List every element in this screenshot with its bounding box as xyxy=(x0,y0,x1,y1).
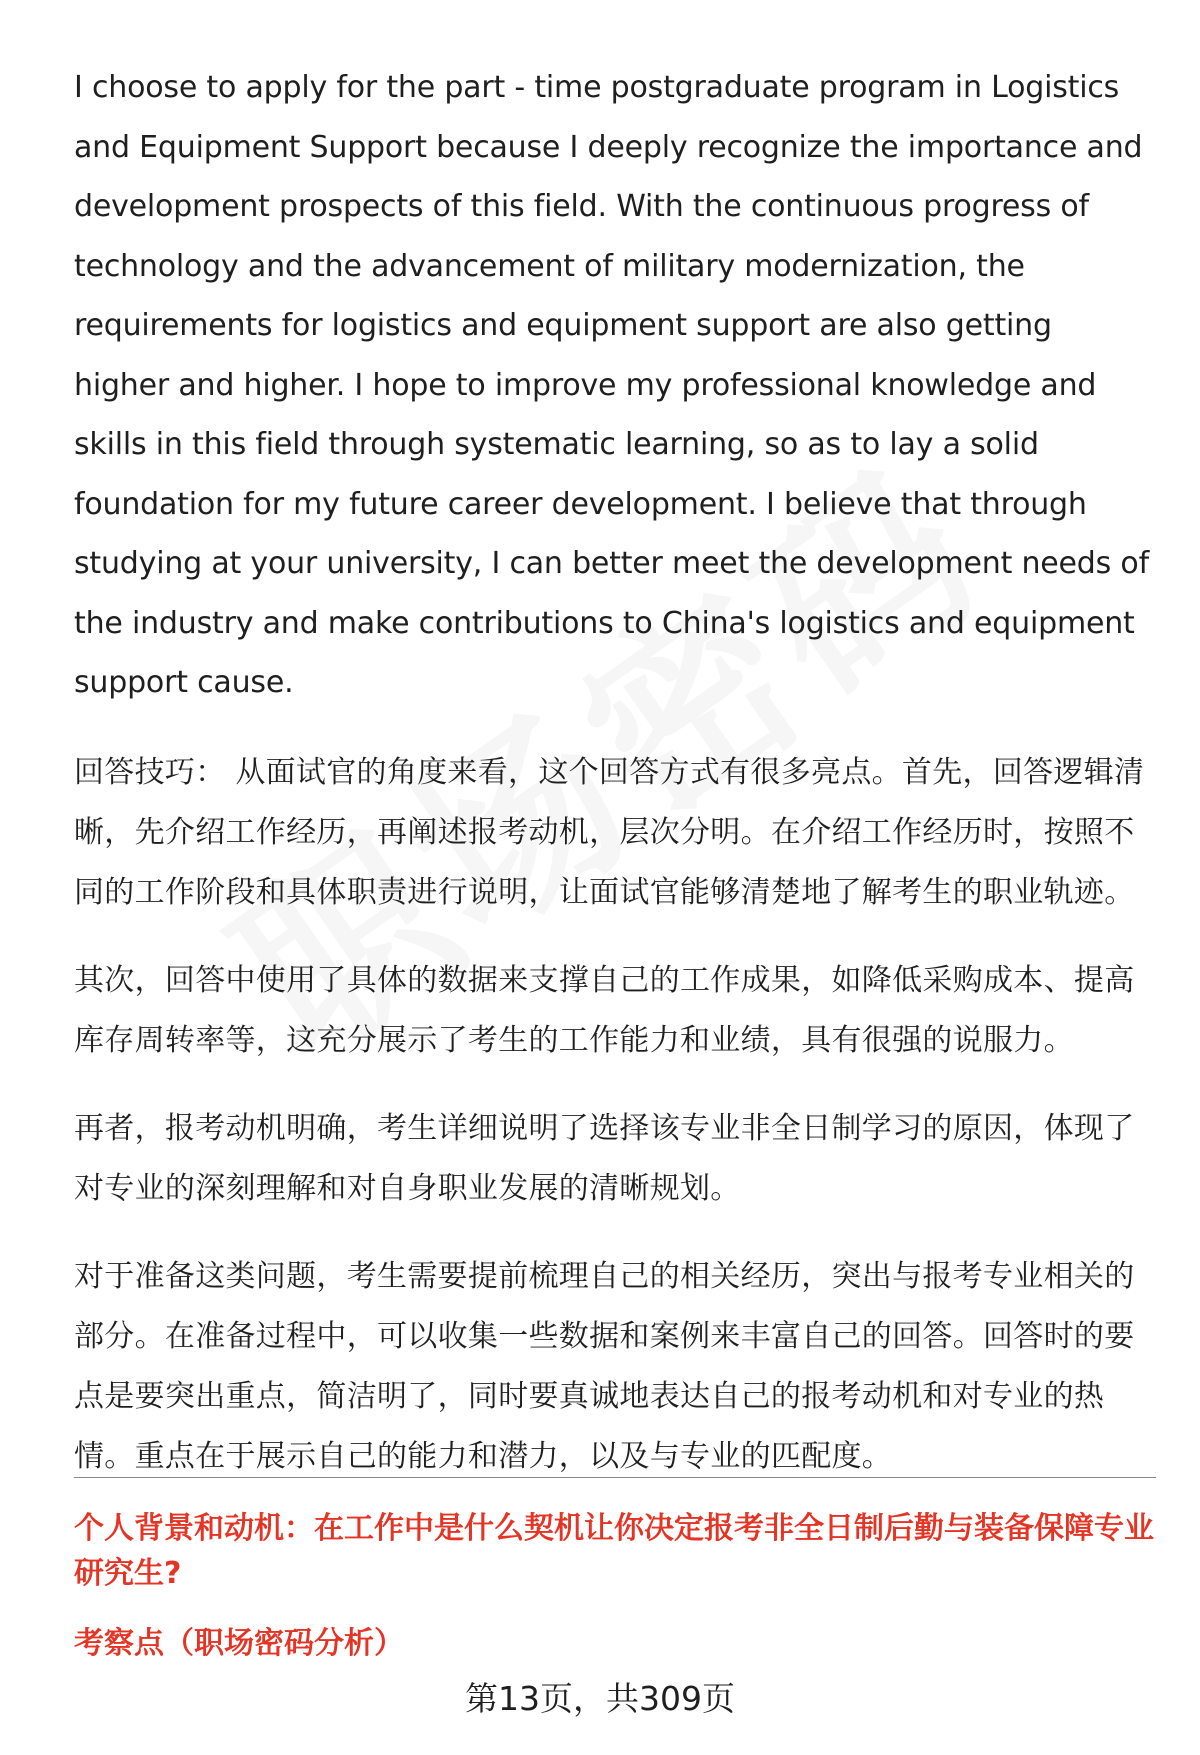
furthermore-paragraph: 再者，报考动机明确，考生详细说明了选择该专业非全日制学习的原因，体现了对专业的深刻理解和对自身职业发展的清晰规划。 xyxy=(74,1110,1135,1206)
assessment-points-heading: 考察点（职场密码分析） xyxy=(74,1626,404,1661)
preparation-paragraph: 对于准备这类问题，考生需要提前梳理自己的相关经历，突出与报考专业相关的部分。在准备过程中，可以收集一些数据和案例来丰富自己的回答。回答时的要点是要突出重点，简洁明了，同时要真诚地表达自己的报考动机和对专业的热情。重点在于展示自己的能力和潜力，以及与专业的匹配度。 xyxy=(74,1258,1135,1474)
section-divider xyxy=(74,1477,1156,1478)
page-number: 第13页，共309页 xyxy=(465,1679,735,1718)
page-content xyxy=(74,58,1154,1487)
question-heading: 个人背景和动机：在工作中是什么契机让你决定报考非全日制后勤与装备保障专业研究生? xyxy=(74,1511,1154,1591)
english-answer-paragraph: I choose to apply for the part - time postgraduate program in Logistics and Equipment Support because I deeply recognize the importance and development prospects of this field. With the continuous progress of technology and the advancement of military modernization, the requirements for logistics and equipment support are also getting higher and higher. I hope to improve my professional knowledge and skills in this field through systematic learning, so as to lay a solid foundation for my future career development. I believe that through studying at your university, I can better meet the development needs of the industry and make contributions to China's logistics and equipment support cause. xyxy=(74,70,1149,700)
answer-tips-paragraph: 回答技巧： 从面试官的角度来看，这个回答方式有很多亮点。首先，回答逻辑清晰，先介绍工作经历，再阐述报考动机，层次分明。在介绍工作经历时，按照不同的工作阶段和具体职责进行说明，让面试官能够清楚地了解考生的职业轨迹。 xyxy=(74,754,1145,910)
secondly-paragraph: 其次，回答中使用了具体的数据来支撑自己的工作成果，如降低采购成本、提高库存周转率等，这充分展示了考生的工作能力和业绩，具有很强的说服力。 xyxy=(74,962,1135,1058)
